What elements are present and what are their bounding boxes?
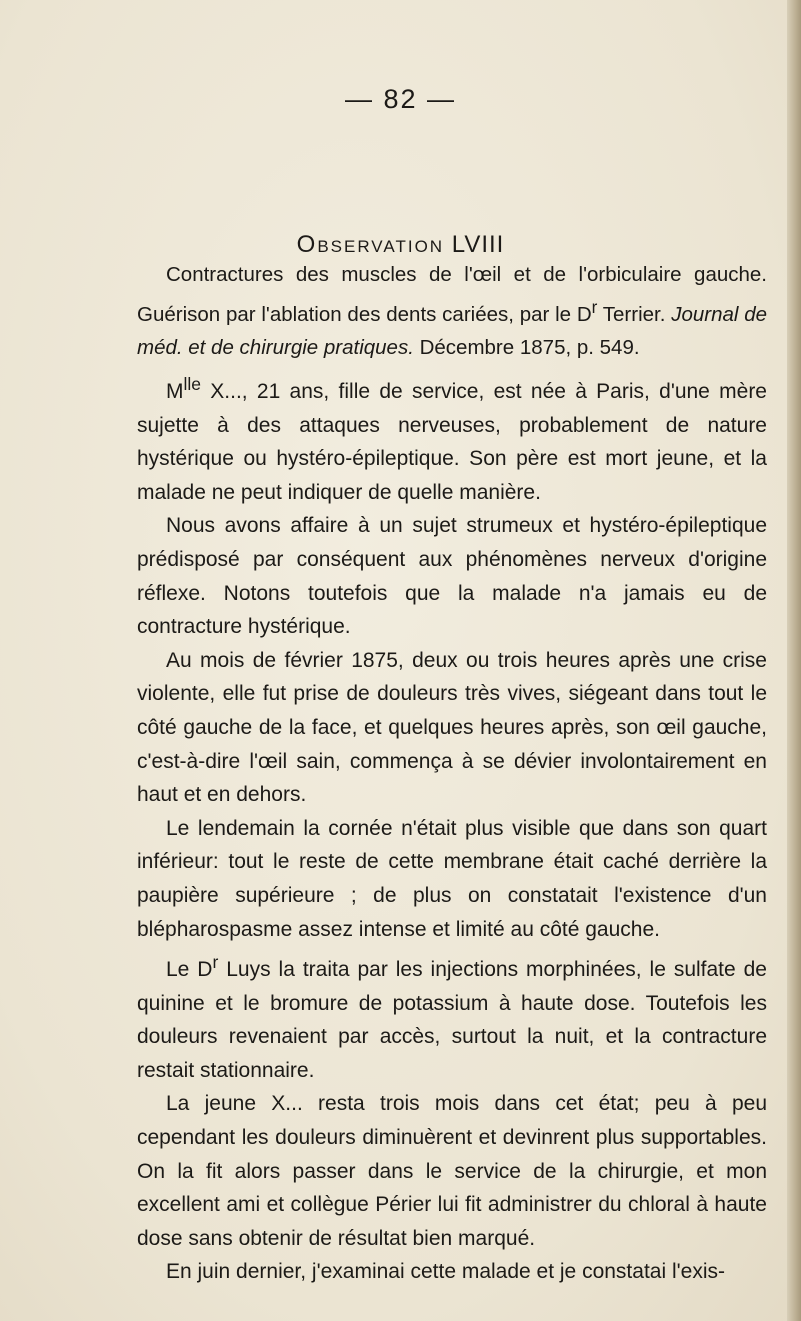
abstract-author: Terrier. bbox=[597, 302, 672, 326]
paragraph-cornea: Le lendemain la cornée n'était plus visible que dans son quart inférieur: tout le reste de cette membrane était caché derrière la paupière supérieure ; de plus on constatait l'existence d'un blépharospasme assez intense et limité au côté gauche. bbox=[137, 816, 767, 941]
observation-abstract bbox=[137, 258, 767, 364]
paragraph-patient-sup: lle bbox=[183, 374, 202, 394]
paragraph-june: En juin dernier, j'examinai cette malade et je constatai l'exis- bbox=[166, 1260, 725, 1284]
paragraph-treatment bbox=[137, 946, 767, 1087]
paragraph-subject: Nous avons affaire à un sujet strumeux et hystéro-épileptique prédisposé par conséquent aux phénomènes nerveux d'origine réflexe. Notons toutefois que la malade n'a jamais eu de contracture hystérique. bbox=[137, 514, 767, 639]
page-edge-shadow bbox=[787, 0, 801, 1321]
observation-body bbox=[137, 368, 767, 1289]
observation-label: Observation bbox=[296, 231, 445, 258]
abstract-journal: Journal de méd. et de chirurgie pratiques. bbox=[137, 302, 768, 359]
paragraph-february: Au mois de février 1875, deux ou trois heures après une crise violente, elle fut prise de douleurs très vives, siégeant dans tout le côté gauche de la face, et quelques heures après, son œil gauche, c'est-à-dire l'œil sain, commença à se dévier involontairement en haut et en dehors. bbox=[137, 648, 767, 807]
abstract-title: Contractures des muscles de l'œil et de l'orbiculaire gauche. Guérison par l'ablation des dents cariées, par le D bbox=[137, 263, 767, 326]
page-number: — 82 — bbox=[344, 84, 457, 114]
paragraph-patient-prefix: M bbox=[166, 380, 184, 403]
paragraph-patient-text: X..., 21 ans, fille de service, est née à Paris, d'une mère sujette à des attaques nerveuses, probablement de nature hystérique ou hystéro-épileptique. Son père est mort jeune, et la malade ne peut indiquer de quelle manière. bbox=[137, 380, 767, 504]
abstract-date: Décembre 1875, p. 549. bbox=[413, 335, 640, 359]
observation-number: LVIII bbox=[451, 231, 505, 258]
abstract-doctor-sup: r bbox=[591, 298, 598, 317]
paragraph-patient bbox=[137, 368, 767, 509]
paragraph-treatment-text: Luys la traita par les injections morphinées, le sulfate de quinine et le bromure de potassium à haute dose. Toutefois les douleurs revenaient par accès, surtout la nuit, et la contracture restait stationnaire. bbox=[137, 958, 767, 1082]
observation-heading bbox=[0, 231, 801, 259]
paragraph-treatment-prefix: Le D bbox=[166, 958, 213, 982]
paragraph-treatment-sup: r bbox=[212, 952, 219, 973]
paragraph-three-months: La jeune X... resta trois mois dans cet état; peu à peu cependant les douleurs diminuèrent et devinrent plus supportables. On la fit alors passer dans le service de la chirurgie, et mon excellent ami et collègue Périer lui fit administrer du chloral à haute dose sans obtenir de résultat bien marqué. bbox=[137, 1092, 767, 1250]
abstract-text bbox=[137, 258, 767, 364]
